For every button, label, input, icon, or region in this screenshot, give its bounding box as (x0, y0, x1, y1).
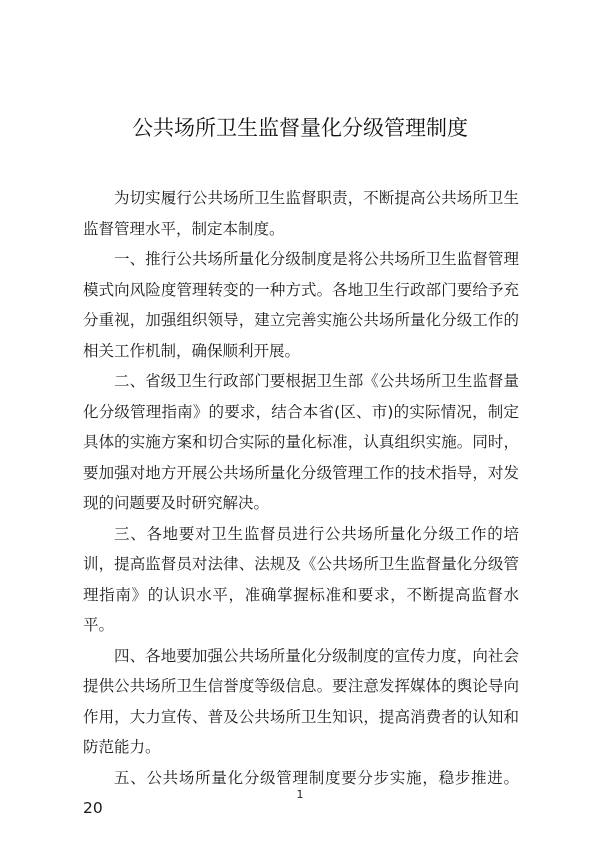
page-number: 1 (296, 788, 304, 801)
document-body (83, 183, 519, 824)
paragraph-intro: 为切实履行公共场所卫生监督职责，不断提高公共场所卫生监督管理水平，制定本制度。 (83, 189, 519, 238)
paragraph-section-2: 二、省级卫生行政部门要根据卫生部《公共场所卫生监督量化分级管理指南》的要求，结合本省(区、市)的实际情况，制定具体的实施方案和切合实际的量化标准，认真组织实施。同时，要加强对地方开展公共场所量化分级管理工作的技术指导，对发现的问题要及时研究解决。 (83, 372, 519, 512)
paragraph-section-3: 三、各地要对卫生监督员进行公共场所量化分级工作的培训，提高监督员对法律、法规及《公共场所卫生监督量化分级管理指南》的认识水平，准确掌握标准和要求，不断提高监督水平。 (83, 524, 519, 634)
document-title: 公共场所卫生监督量化分级管理制度 (132, 116, 468, 140)
paragraph-section-4: 四、各地要加强公共场所量化分级制度的宣传力度，向社会提供公共场所卫生信誉度等级信息。要注意发挥媒体的舆论导向作用，大力宣传、普及公共场所卫生知识，提高消费者的认知和防范能力。 (83, 646, 519, 756)
paragraph-section-1: 一、推行公共场所量化分级制度是将公共场所卫生监督管理模式向风险度管理转变的一种方式。各地卫生行政部门要给予充分重视，加强组织领导，建立完善实施公共场所量化分级工作的相关工作机制，确保顺利开展。 (83, 250, 519, 360)
paragraph-section-5: 五、公共场所量化分级管理制度要分步实施，稳步推进。20 (83, 768, 519, 817)
